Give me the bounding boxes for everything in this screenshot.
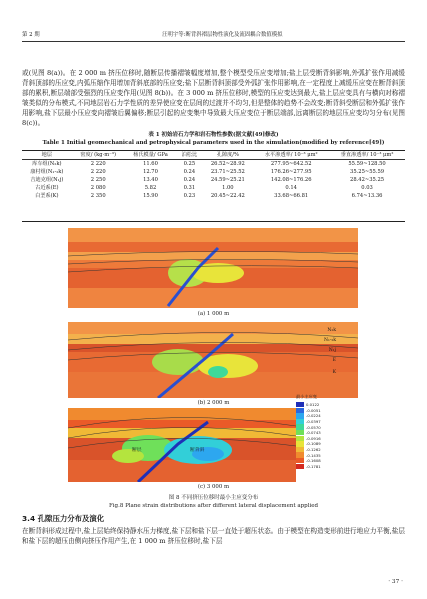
table-cell: 12.70 [143,169,158,175]
table-row [22,168,405,176]
table-cell: 15.90 [143,193,158,199]
table-cell: 33.68~66.81 [274,193,309,199]
legend-value: -0.0397 [306,419,321,425]
table-cell: 白垩系(K) [35,193,59,199]
table-cell: 2 250 [90,177,106,183]
body-paragraph-pore-pressure: 在断背斜形成过程中,盐上层始终保持静水压力梯度,盐下层和盐下层一直处于超压状态。由于模型在构造变形前进行地应力平衡,盐层和盐下层的超压由侧向挤压作用产生,在 1 000 m 挤压位移时,盐下层 [22,527,405,545]
strain-plot-3000m [68,408,296,482]
table-cell: 20.45~22.42 [210,193,245,199]
strain-field-c [68,408,296,482]
strain-plot-1000m [68,228,358,308]
table-cell: 0.24 [183,169,196,175]
table-cell: 1.00 [222,185,234,191]
subfigure-label-a: (a) 1 000 m [197,311,230,317]
running-header [22,28,405,40]
table-header-cell: 杨氏模量/ GPa [125,151,177,160]
legend-swatch [296,464,304,469]
table-bottom-rule [22,221,405,222]
section-heading: 3.4 孔隙压力分布及演化 [22,514,105,523]
table-row [22,192,405,200]
body-paragraph-strain: 或(见图 8(a))。在 2 000 m 挤压位移时,随断层传播褶皱幅度增加,整个模型受压应变增加;盐上层受断背斜影响,外弧扩张作用减缓背斜顶部的压应变,内弧压缩作用增加背斜底部的压应变;盐下层断背斜顶部受外弧扩张作用影响,在一定程度上减缓压应变在断背斜顶部的累积,断层端部受强烈的压应变作用(见图 8(b))。在 3 000 m 挤压位移时,模型的压应变达到最大,盐上层应变具有与横向对称褶皱类似的分布模式,不同地层岩石力学性质的差异使应变在层间的过渡并不均匀,但是整体的趋势不会改变;断背斜受断层和外弧扩张作用影响,盐下层最小压应变向褶皱后翼偏移;断层引起的应变集中导致最大压应变位于断层端部,远离断层的地层压应变均匀分布(见图 8(c))。 [22,69,405,127]
table-row [22,160,405,169]
table-cell: 13.40 [143,177,158,183]
journal-running-title: 汪明宇等:断背斜褶层物性演化及流固耦合数值模拟 [162,32,283,38]
table-header-cell: 泊松比 [176,151,202,160]
table-cell: 2 080 [90,185,106,191]
table-cell: 277.95~642.52 [270,161,312,167]
figure-caption-cn: 图 8 不同挤压位移时最小主应变分布 [168,495,259,501]
table-cell: 2 220 [90,169,106,175]
legend-entry [296,464,321,470]
legend-value: -0.1262 [306,447,321,453]
legend-value: -0.1435 [306,452,321,458]
issue-number: 第 2 期 [22,32,40,38]
header-rule [22,41,405,42]
legend-title: 最小主应变 [296,394,317,399]
table-cell: 55.59~128.50 [348,161,386,167]
table-cell: 吉迪克组(N₁j) [30,177,64,183]
figure-caption-en: Fig.8 Plane strain distributions after different lateral displacement applied [108,503,318,509]
table-cell: 古近系(E) [35,185,59,191]
fault-label: 断层 [132,448,142,453]
strain-field-b [68,322,358,398]
table-header-cell: 孔隙度/% [202,151,253,160]
table-cell: 24.59~25.21 [210,177,245,183]
legend-value: -0.0570 [306,424,321,430]
table-cell: 35.25~55.59 [350,169,385,175]
table-header-cell: 水平渗透率/ 10⁻³ μm² [253,151,329,160]
table-header-cell: 密度/ (kg·m⁻³) [72,151,125,160]
legend-value: -0.0224 [306,413,321,419]
table-cell: 11.60 [143,161,158,167]
page-number: · 37 · [388,579,403,585]
table-cell: 库车组(N₂k) [32,161,62,167]
legend-value: -0.1608 [306,458,321,464]
strain-plot-2000m [68,322,358,398]
table-cell: 0.14 [285,185,297,191]
table-caption-cn: 表 1 初始岩石力学和岩石物性参数(据文献[49]修改) [148,132,279,138]
table-cell: 28.42~35.25 [350,177,385,183]
colorbar-legend [296,394,336,472]
table-cell: 26.52~28.92 [210,161,245,167]
table-cell: 0.25 [183,161,196,167]
table-cell: 6.74~13.36 [351,193,383,199]
anticline-label: 断背斜 [190,448,205,453]
table-cell: 5.82 [144,185,157,191]
table-cell: 23.71~25.52 [210,169,245,175]
table-row [22,184,405,192]
layer-label: E [332,358,336,363]
strain-field-a [68,228,358,308]
layer-label: N₁j [328,348,336,353]
legend-value: 0.0122 [306,402,320,408]
layer-label: K [332,370,336,375]
legend-value: -0.0051 [306,407,321,413]
table-cell: 康村组(N₁-₂k) [30,169,64,175]
table-cell: 176.26~277.95 [270,169,312,175]
table-cell: 2 220 [90,161,106,167]
legend-value: -0.1781 [306,463,321,469]
subfigure-label-b: (b) 2 000 m [197,400,230,406]
table-header-cell: 地层 [22,151,72,160]
table-cell: 0.31 [183,185,196,191]
table-cell: 142.08~176.26 [270,177,312,183]
table-cell: 0.03 [361,185,373,191]
table-cell: 0.24 [183,177,196,183]
table-row [22,176,405,184]
table-cell: 0.23 [183,193,196,199]
layer-label: N₁-₂k [323,338,336,343]
subfigure-label-c: (c) 3 000 m [197,484,230,490]
layer-label: N₂k [327,328,336,333]
legend-value: -0.1089 [306,441,321,447]
parameter-table [22,151,405,200]
table-header-cell: 垂直渗透率/ 10⁻³ μm² [329,151,405,160]
legend-value: -0.0916 [306,435,321,441]
table-cell: 2 350 [90,193,106,199]
legend-value: -0.0743 [306,430,321,436]
table-caption-en: Table 1 Initial geomechanical and petrophysical parameters used in the simulation(modified by reference[49]) [42,140,385,146]
